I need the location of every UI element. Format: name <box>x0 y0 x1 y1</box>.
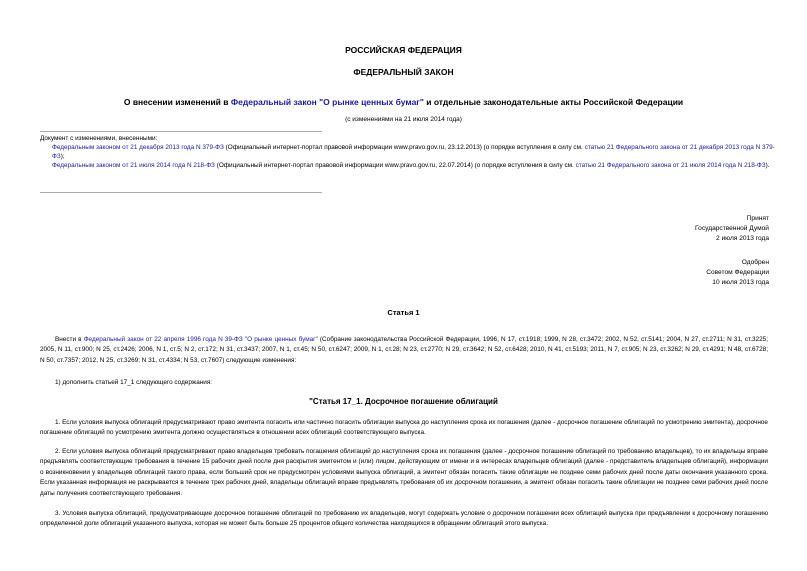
clause-2 <box>40 447 768 499</box>
changes-top-divider <box>40 131 322 132</box>
document-subtitle: (с изменениями на 21 июля 2014 года) <box>345 116 462 123</box>
clause-text: 1. Если условия выпуска облигаций предусматривают право эмитента погасить или частично погасить облигации выпуска до наступления срока их погашения (далее - досрочное погашение облигаций по усмотрению эмитента), досрочное погашение облигаций по усмотрению эмитента должно осуществляться в отношении всех облигаций соответствующего выпуска. <box>40 419 768 437</box>
title-law-link[interactable]: Федеральный закон "О рынке ценных бумаг" <box>230 97 424 107</box>
clause-text: 2. Если условия выпуска облигаций предусматривают право владельцев требовать погашения облигаций до наступления срока их погашения (далее - досрочное погашение облигаций по требованию владельцев), то их владельцы вправе предъявлять соответствующие требования в течение 15 рабочих дней после дня раскрытия эмитентом и (или) лицом, действующим от имени и в интересах владельцев облигаций (далее - представитель владельцев облигаций), информации о возникновении у владельцев облигаций такого права, если больший срок не предусмотрен условиями выпуска облигаций, а эмитент обязан погасить такие облигации не позднее семи рабочих дней после даты окончания указанного срока. Если указанная информация не раскрывается в течение трех рабочих дней, владельцы облигаций вправе предъявлять требования об их досрочном погашении, а эмитент обязан погасить такие облигации не позднее семи рабочих дней после даты получения соответствующего требования. <box>40 448 768 497</box>
changes-intro: Документ с изменениями, внесенными: <box>40 135 158 142</box>
clause-text: 3. Условия выпуска облигаций, предусматривающие досрочное погашение облигаций по требованию их владельцев, могут содержать условие о досрочном погашении всех облигаций выпуска при предъявлении к досрочному погашению определенной доли облигаций указанного выпуска, которая не может быть больше 25 процентов общего количества находящихся в обращении облигаций этого выпуска. <box>40 510 768 528</box>
change-item <box>40 161 780 170</box>
law-type-heading: ФЕДЕРАЛЬНЫЙ ЗАКОН <box>353 67 454 77</box>
article-intro-paragraph <box>40 335 768 366</box>
title-suffix: и отдельные законодательные акты Российской Федерации <box>423 97 684 107</box>
change-law-link[interactable]: Федеральным законом от 21 декабря 2013 года N 379-ФЗ <box>52 144 224 151</box>
change-text: (Официальный интернет-портал правовой информации www.pravo.gov.ru, 23.12.2013) (о порядке вступления в силу см. <box>223 144 585 151</box>
title-prefix: О внесении изменений в <box>123 97 231 107</box>
adopted-by: Государственной Думой <box>695 225 769 232</box>
intro-law-link[interactable]: Федеральный закон от 22 апреля 1996 года N 39-ФЗ "О рынке ценных бумаг" <box>83 336 318 343</box>
article-heading: Статья 1 <box>387 308 420 317</box>
clause-1 <box>40 418 768 439</box>
approved-date: 10 июля 2013 года <box>712 279 769 286</box>
approved-by: Советом Федерации <box>706 269 769 276</box>
item-paragraph <box>40 378 768 388</box>
change-text: (Официальный интернет-портал правовой информации www.pravo.gov.ru, 22.07.2014) (о порядке вступления в силу см. <box>214 162 576 169</box>
item-text: 1) дополнить статьей 17_1 следующего содержания: <box>55 379 213 386</box>
intro-prefix: Внести в <box>55 336 84 343</box>
clause-3 <box>40 509 768 530</box>
approval-block <box>706 258 769 288</box>
change-item <box>40 143 780 161</box>
adoption-block <box>695 214 769 244</box>
change-end: ). <box>765 162 770 169</box>
country-heading: РОССИЙСКАЯ ФЕДЕРАЦИЯ <box>345 45 462 55</box>
change-article-link[interactable]: статью 21 Федерального закона от 21 декабря 2013 года N 379-ФЗ <box>52 144 775 160</box>
adopted-date: 2 июля 2013 года <box>715 235 769 242</box>
change-article-link[interactable]: статью 21 Федерального закона от 21 июля 2014 года N 218-ФЗ <box>575 162 766 169</box>
change-end: ); <box>60 153 65 160</box>
new-article-title: "Статья 17_1. Досрочное погашение облигаций <box>309 397 498 406</box>
document-title <box>0 97 807 107</box>
change-law-link[interactable]: Федеральным законом от 21 июля 2014 года N 218-ФЗ <box>52 162 215 169</box>
adopted-label: Принят <box>746 215 769 222</box>
changes-bottom-divider <box>40 192 322 193</box>
changes-block <box>40 134 780 170</box>
approved-label: Одобрен <box>741 259 769 266</box>
intro-text: (Собрание законодательства Российской Федерации, 1996, N 17, ст.1918; 1999, N 28, ст.3472; 2002, N 52, ст.5141; 2004, N 27, ст.2711; N 31, ст.3225; 2005, N 11, ст.900; N 25, ст.2426; 2006, N 1, ст.5; N 2, ст.172; N 31, ст.3437; 2007, N 1, ст.45; N 50, ст.6247; 2009, N 1, ст.28; N 23, ст.2770; N 29, ст.3642; N 52, ст.6428; 2010, N 41, ст.5193; 2011, N 7, ст.905; N 23, ст.3262; N 29, ст.4291; N 48, ст.6728; N 50, ст.7357; 2012, N 25, ст.3269; N 31, ст.4334; N 53, ст.7607) следующие изменения: <box>40 336 768 364</box>
